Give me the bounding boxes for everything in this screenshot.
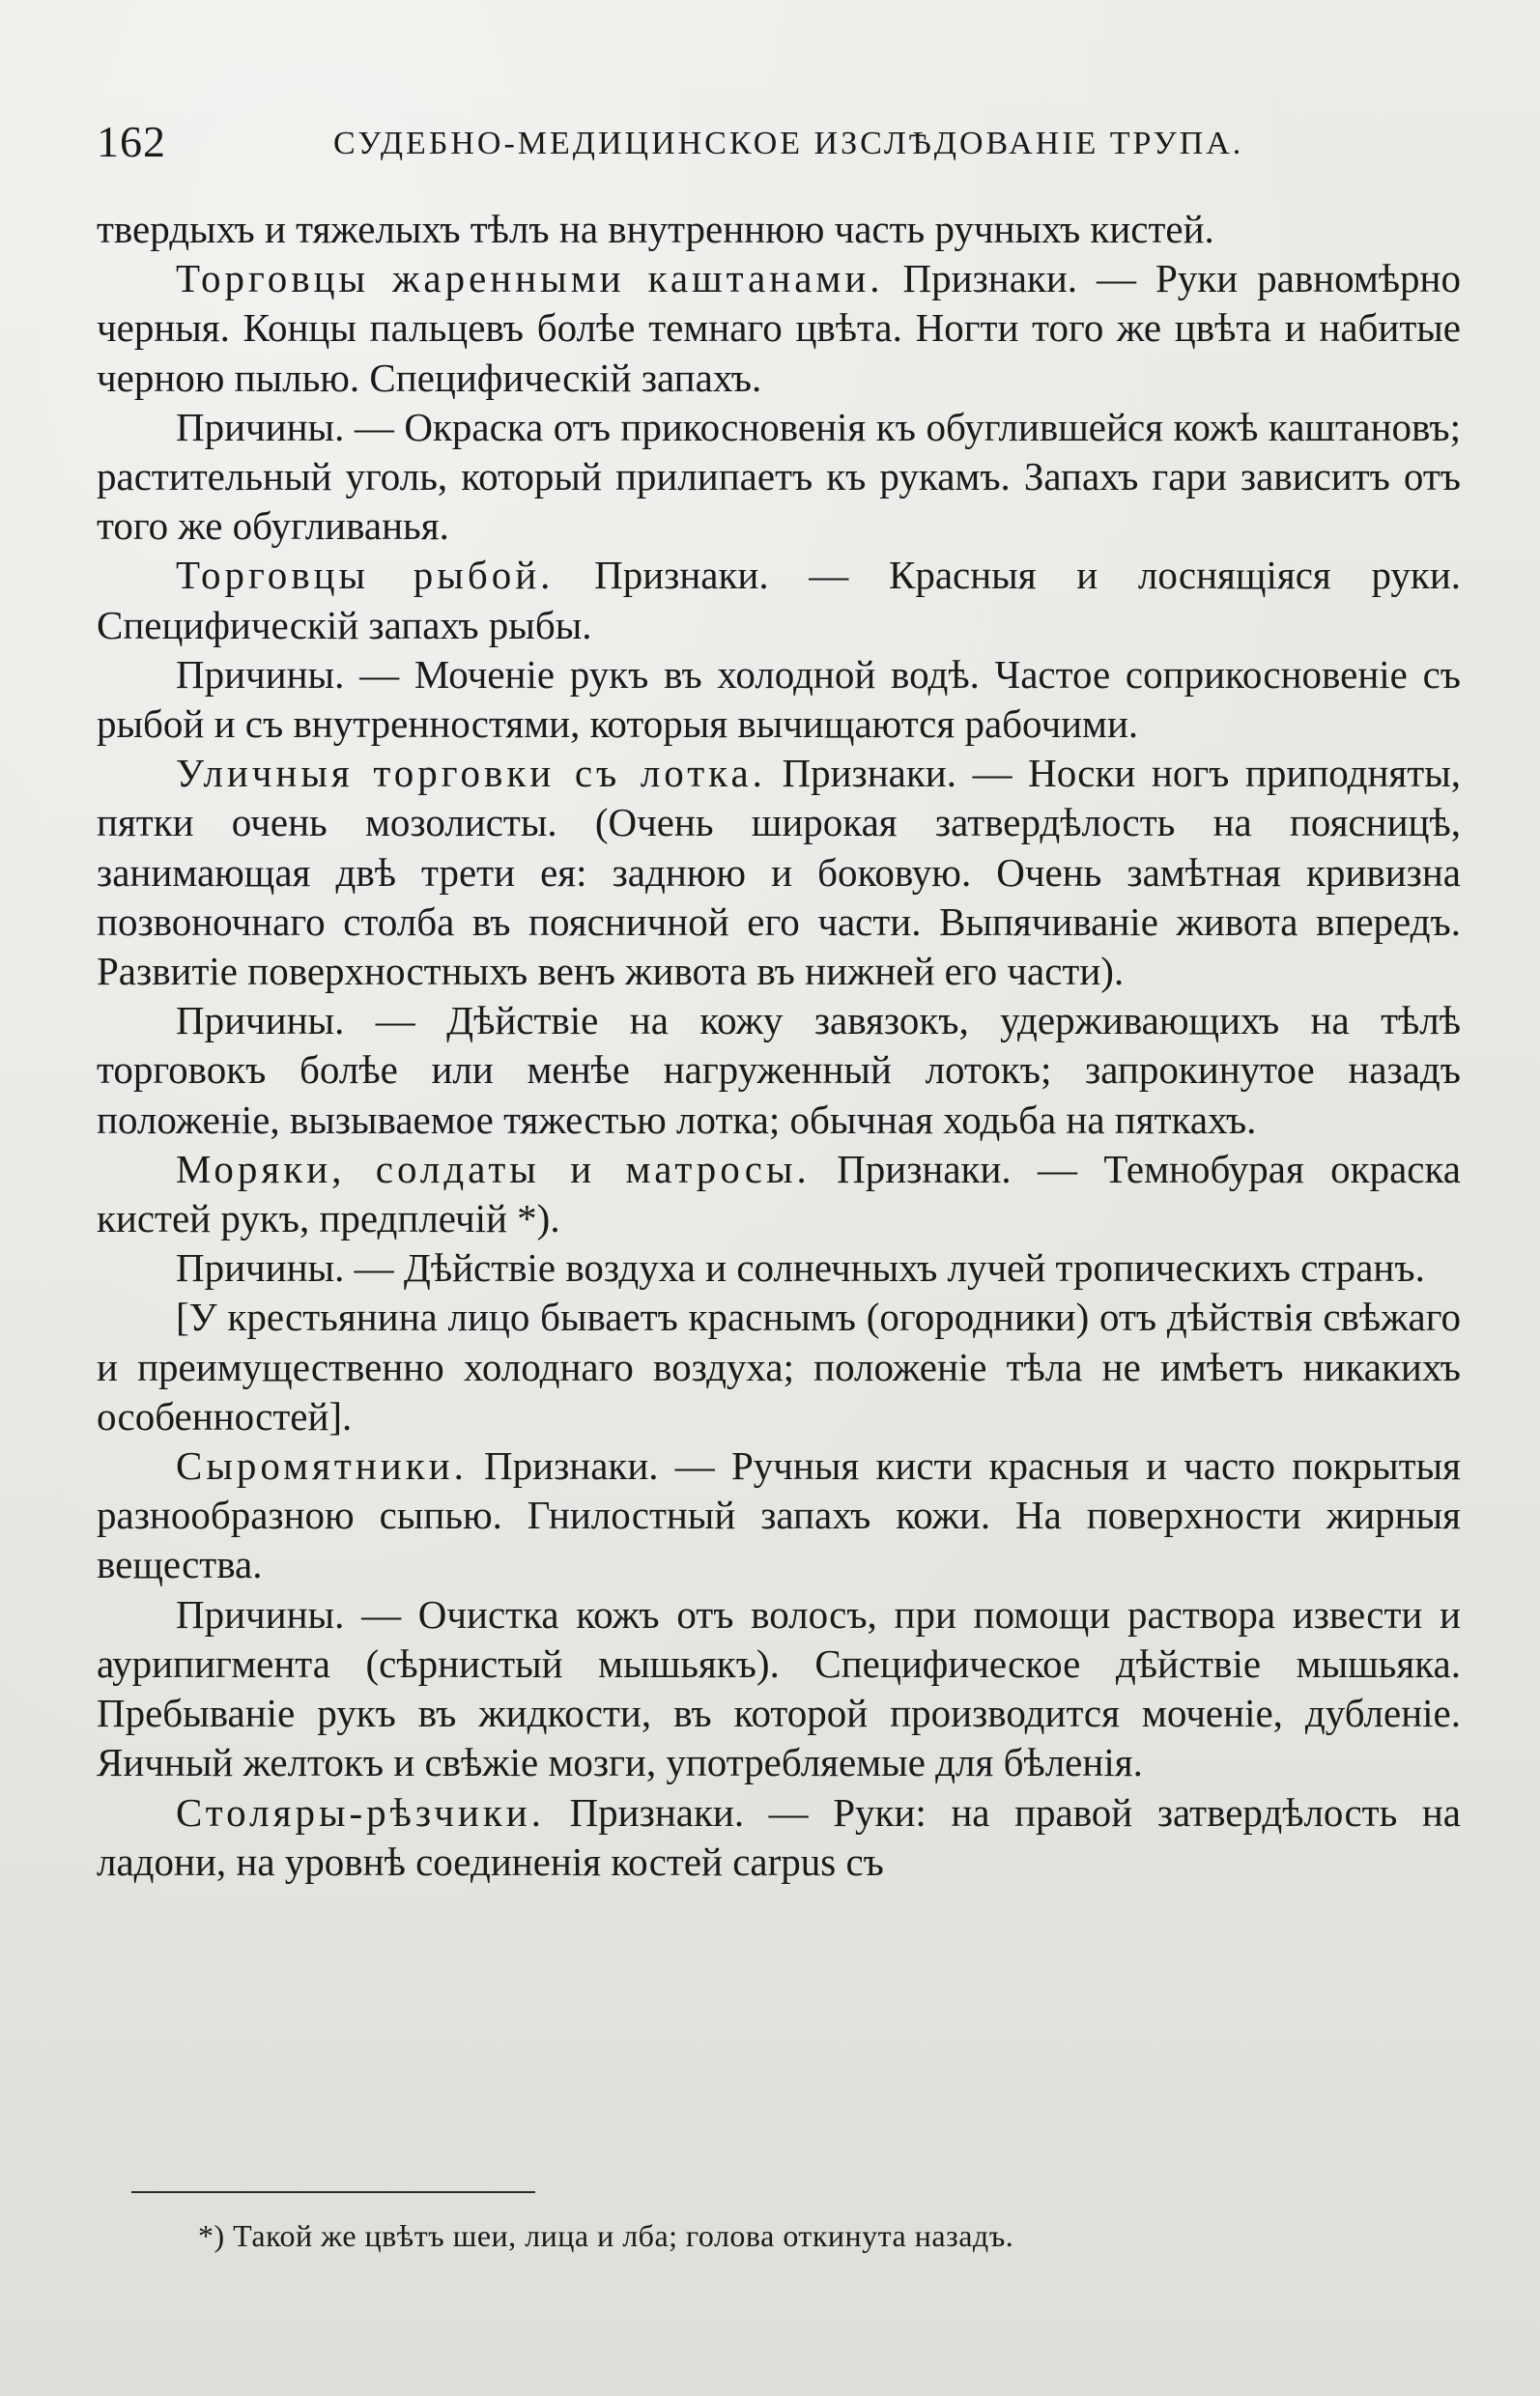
- paragraph-text: Признаки. — Руки равномѣрно черныя. Концы пальцевъ болѣе темнаго цвѣта. Ногти того же цвѣта и набитые черною пылью. Специфическій запахъ.: [97, 256, 1461, 400]
- paragraph-lead: Столяры-рѣзчики.: [176, 1789, 545, 1835]
- paragraph: [97, 749, 1461, 996]
- paragraph: [97, 1145, 1461, 1243]
- body-text: [97, 205, 1461, 1887]
- paragraph-text: Признаки. — Руки: на правой затвердѣлость на ладони, на уровнѣ соединенія костей carpus съ: [97, 1789, 1461, 1884]
- footnote: *) Такой же цвѣтъ шеи, лица и лба; голова откинута назадъ.: [198, 2218, 1014, 2253]
- paragraph: [97, 996, 1461, 1145]
- paragraph-text: Причины. — Очистка кожъ отъ волосъ, при помощи раствора извести и аурипигмента (сѣрнистый мышьякъ). Специфическое дѣйствіе мышьяка. Пребываніе рукъ въ жидкости, въ которой производится моченіе, дубленіе. Яичный желтокъ и свѣжіе мозги, употребляемые для бѣленія.: [97, 1591, 1461, 1785]
- page-header: [97, 116, 1469, 174]
- paragraph: [97, 1590, 1461, 1788]
- paragraph: [97, 1788, 1461, 1887]
- paragraph-text: Признаки. — Ручныя кисти красныя и часто покрытыя разнообразною сыпью. Гнилостный запахъ кожи. На поверхности жирныя вещества.: [97, 1443, 1461, 1587]
- paragraph: [97, 1441, 1461, 1590]
- paragraph-text: твердыхъ и тяжелыхъ тѣлъ на внутреннюю часть ручныхъ кистей.: [97, 207, 1214, 251]
- paragraph: [97, 650, 1461, 749]
- paragraph-lead: Торговцы рыбой.: [176, 553, 555, 598]
- paragraph-text: Признаки. — Красныя и лоснящіяся руки. Специфическій запахъ рыбы.: [97, 553, 1462, 647]
- footnote-divider: [131, 2191, 535, 2193]
- paragraph-text: Причины. — Моченіе рукъ въ холодной водѣ. Частое соприкосновеніе съ рыбой и съ внутренностями, которыя вычищаются рабочими.: [97, 651, 1461, 747]
- paragraph-text: Причины. — Дѣйствіе на кожу завязокъ, удерживающихъ на тѣлѣ торговокъ болѣе или менѣе нагруженный лотокъ; запрокинутое назадъ положеніе, вызываемое тяжестью лотка; обычная ходьба на пяткахъ.: [97, 998, 1461, 1142]
- paragraph: [97, 1293, 1461, 1441]
- paragraph-lead: Сыромятники.: [176, 1443, 468, 1489]
- paragraph: [97, 1243, 1461, 1293]
- page-number: 162: [97, 117, 166, 166]
- paragraph-text: [У крестьянина лицо бываетъ краснымъ (огородники) отъ дѣйствія свѣжаго и преимущественно холоднаго воздуха; положеніе тѣла не имѣетъ никакихъ особенностей].: [97, 1295, 1461, 1439]
- paragraph: [97, 205, 1461, 254]
- paragraph-lead: Уличныя торговки съ лотка.: [176, 751, 766, 796]
- paragraph: [97, 551, 1461, 649]
- paragraph-text: Признаки. — Темнобурая окраска кистей рукъ, предплечій *).: [97, 1146, 1461, 1241]
- paragraph: [97, 254, 1461, 403]
- paragraph: [97, 403, 1461, 552]
- paragraph-lead: Торговцы жаренными каштанами.: [176, 256, 884, 301]
- paragraph-text: Причины. — Окраска отъ прикосновенія къ обуглившейся кожѣ каштановъ; растительный уголь, который прилипаетъ къ рукамъ. Запахъ гари зависитъ отъ того же обугливанья.: [97, 404, 1461, 549]
- paragraph-lead: Моряки, солдаты и матросы.: [176, 1146, 811, 1191]
- paragraph-text: Признаки. — Носки ногъ приподняты, пятки очень мозолисты. (Очень широкая затвердѣлость на поясницѣ, занимающая двѣ трети ея: заднюю и боковую. Очень замѣтная кривизна позвоночнаго столба въ поясничной его части. Выпячиваніе живота впередъ. Развитіе поверхностныхъ венъ живота въ нижней его части).: [97, 751, 1461, 994]
- paragraph-text: Причины. — Дѣйствіе воздуха и солнечныхъ лучей тропическихъ странъ.: [176, 1245, 1425, 1291]
- running-title: СУДЕБНО-МЕДИЦИНСКОЕ ИЗСЛѢДОВАНІЕ ТРУПА.: [333, 126, 1244, 161]
